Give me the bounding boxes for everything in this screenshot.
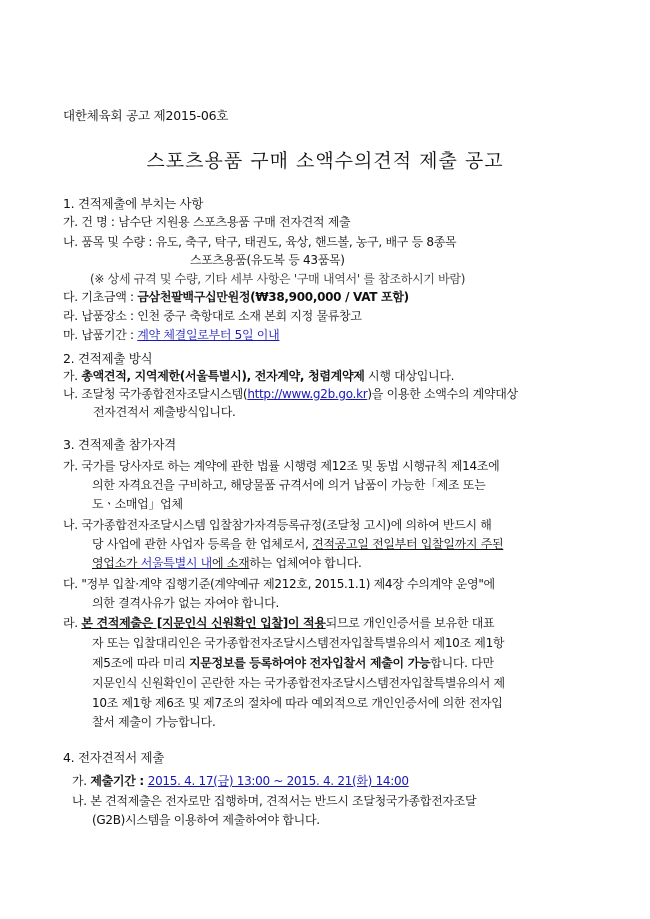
s2-ga-bold: 총액견적, 지역제한(서울특별시), 전자계약, 청렴계약제 [81,369,365,383]
document-title: 스포츠용품 구매 소액수의견적 제출 공고 [146,150,504,172]
notice-number: 대한체육회 공고 제2015-06호 [63,108,229,123]
s3-ra-3 [92,655,494,671]
s3-ra-1 [63,615,494,631]
s3-na-3-blue: 서울특별시 내 [140,556,212,570]
section-2-heading: 2. 견적제출 방식 [63,351,153,366]
s3-da-1: 다. "정부 입찰·계약 집행기준(계약예규 제212호, 2015.1.1) 제4장 수의계약 운영"에 [63,577,495,591]
s3-na-2 [92,536,503,552]
s3-na-1: 나. 국가종합전자조달시스템 입찰참가자격등록규정(조달청 고시)에 의하여 반드시 해 [63,518,492,532]
s1-na-text: 나. 품목 및 수량 : 유도, 축구, 탁구, 태권도, 육상, 핸드볼, 농구, 배구 등 8종목 [63,235,457,249]
section-3-heading: 3. 견적제출 참가자격 [63,437,176,452]
s4-ga-label-bold: 제출기간 : [90,774,148,788]
s2-na-post: )을 이용한 소액수의 계약대상 [367,387,518,401]
s3-na-2-underlined: 견적공고일 전일부터 입찰일까지 주된 [312,537,504,551]
s3-ra-3-pre: 제5조에 따라 미리 [92,656,189,670]
s3-ra-1-bold: 본 견적제출은 [지문인식 신원확인 입찰]이 적용 [81,616,326,630]
s1-item-ma [63,327,279,343]
s3-ra-3-bold: 지문정보를 등록하여야 전자입찰서 제출이 가능 [188,656,431,670]
s3-ga-2: 의한 자격요건을 구비하고, 해당물품 규격서에 의거 납품이 가능한「제조 또는 [92,478,486,492]
s3-ra-2: 자 또는 입찰대리인은 국가종합전자조달시스템전자입찰특별유의서 제10조 제1항 [92,636,505,650]
s1-da-label: 다. 기초금액 : [63,290,138,304]
s1-ga-text: 가. 건 명 : 남수단 지원용 스포츠용품 구매 전자견적 제출 [63,215,351,229]
s3-na-3-tail: 하는 업체여야 합니다. [249,556,362,570]
s3-ga-3: 도ㆍ소매업」업체 [92,497,183,511]
s1-item-na-cont: 스포츠용품(유도복 등 43품목) [190,253,345,267]
s2-item-ga [63,368,454,384]
s2-na-pre: 나. 조달청 국가종합전자조달시스템( [63,387,248,401]
s3-na-3 [92,555,362,571]
s3-ra-3-tail: 합니다. 다만 [430,656,494,670]
s1-item-ga [63,214,350,230]
s3-ra-4: 지문인식 신원확인이 곤란한 자는 국가종합전자조달시스템전자입찰특별유의서 제 [92,676,505,690]
s3-da-2: 의한 결격사유가 없는 자여야 합니다. [92,596,279,610]
s2-item-na-cont: 전자견적서 제출방식입니다. [93,405,236,419]
s3-ra-1-tail: 되므로 개인인증서를 보유한 대표 [325,616,495,630]
s1-ma-label: 마. 납품기간 : [63,328,138,342]
s3-ra-6: 찰서 제출이 가능합니다. [92,715,216,729]
s3-ra-1-label: 라. [63,616,82,630]
s1-note: (※ 상세 규격 및 수량, 기타 세부 사항은 '구매 내역서' 를 참조하시기 바람) [90,272,466,286]
s1-item-ra: 라. 납품장소 : 인천 중구 축항대로 소재 본회 지정 물류창고 [63,309,362,323]
s4-item-ga [72,773,409,789]
g2b-link[interactable]: http://www.g2b.go.kr [247,387,368,401]
s2-ga-label: 가. [63,369,82,383]
s4-item-na: 나. 본 견적제출은 전자로만 집행하며, 견적서는 반드시 조달청국가종합전자조달 [72,794,477,808]
s3-na-3-u1: 영업소가 [92,556,141,570]
s1-item-na [63,234,456,250]
s1-item-da [63,289,409,305]
s1-ma-value: 계약 체결일로부터 5일 이내 [137,328,280,342]
s3-ra-5: 10조 제1항 제6조 및 제7조의 절차에 따라 예외적으로 개인인증서에 의한 전자입 [92,696,503,710]
section-4-heading: 4. 전자견적서 제출 [63,750,165,765]
s3-na-3-u2: 에 소재 [211,556,250,570]
s3-na-2-pre: 당 사업에 관한 사업자 등록을 한 업체로서, [92,537,313,551]
s4-ga-label: 가. [72,774,91,788]
s4-ga-value: 2015. 4. 17(금) 13:00 ~ 2015. 4. 21(화) 14:00 [147,774,409,788]
s3-ga-1: 가. 국가를 당사자로 하는 계약에 관한 법률 시행령 제12조 및 동법 시행규칙 제14조에 [63,459,500,473]
s4-item-na-cont: (G2B)시스템을 이용하여 제출하여야 합니다. [92,813,320,827]
s1-da-value: 금삼천팔백구십만원정(₩38,900,000 / VAT 포함) [137,290,409,304]
section-1-heading: 1. 견적제출에 부치는 사항 [63,196,204,211]
s2-item-na [63,386,518,402]
s2-ga-tail: 시행 대상입니다. [364,369,455,383]
